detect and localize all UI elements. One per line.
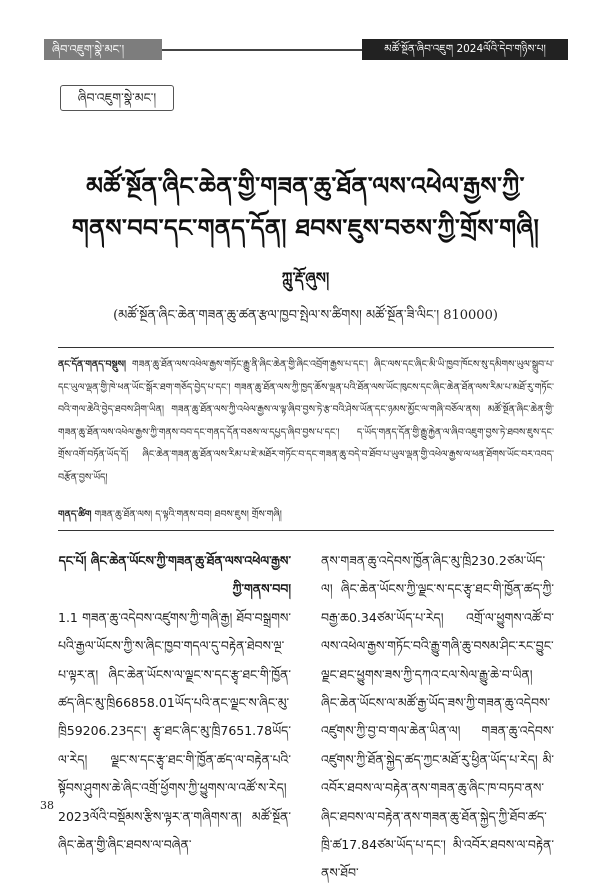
article-title-line-1: མཚོ་སྔོན་ཞིང་ཆེན་གྱི་གཟན་ཆུ་ཐོན་ལས་འཕེལ་རྒྱས་ཀྱི་ <box>86 171 525 200</box>
abstract-text: གཟན་ཆུ་ཐོན་ལས་འཕེལ་རྒྱས་གཏོང་རྒྱུ་ནི་ཞིང་ཆེན་གྱི་ཞིང་འབྲོག་རྒྱས་པ་དང་། ཞིང་ལས་དང་ཞིང་མི་ཡི་ཁྱབ་ཁོངས་སུ་དམིགས་ཡུལ་སྒྲུབ་པ་དང་ཡུལ་ལྡན་གྱི་ཁེ་ཕན་ཡོང་སྒོར་ཐག་གཅོད་བྱེད་པ་དང་། གཟན་ཆུ་ཐོན་ལས་ཀྱི་ཁྱད་ཆོས་ལྡན་པའི་ཐོན་ལས་ཡོང་ཁུངས་དང་ཞིང་ཆེན་ཐོན་ལས་རིམ་པ་མཐོ་རུ་གཏོང་བའི་གལ་ཆེའི་བྱེད་ཐབས་ཤིག་ཡིན། གཟན་ཆུ་ཐོན་ལས་ཀྱི་འཕེལ་རྒྱས་ལ་ལྟ་ཞིབ་བྱས་ཏེ་རྩ་བའི་ཤེས་ཡོན་དང་ཉམས་མྱོང་ལ་གཞི་བཅོལ་ནས། མཚོ་སྔོན་ཞིང་ཆེན་གྱི་གཟན་ཆུ་ཐོན་ལས་འཕེལ་རྒྱས་ཀྱི་གནས་བབ་དང་གནད་དོན་བཅས་ལ་དཔྱད་ཞིབ་བྱས་པ་དང་། ད་ཡོད་གནད་དོན་གྱི་རྒྱུ་རྐྱེན་ལ་ཞིབ་འཇུག་བྱས་ཏེ་ཐབས་ཇུས་དང་གྲོས་འགོ་བཏོན་ཡོད་དོ། ཞིང་ཆེན་གཟན་ཆུ་ཐོན་ལས་རིམ་པ་ཇེ་མཐོར་གཏོང་བ་དང་གཟན་ཆུ་བདེ་བ་ཐོབ་པ་ཡུལ་ལྡན་གྱི་འཕེལ་རྒྱས་ལ་ཕན་ཐོགས་ཡོང་བར་འབད་བརྩོན་བྱས་ཡོད། <box>58 359 554 483</box>
page-number: 38 <box>40 799 54 812</box>
abstract-bottom-rule <box>58 530 554 531</box>
article-title-line-2: གནས་བབ་དང་གནད་དོན། ཐབས་ཇུས་བཅས་ཀྱི་གྲོས་གཞི། <box>71 213 540 242</box>
body-paragraph-left: 1.1 གཟན་ཆུ་འདེབས་འཛུགས་ཀྱི་གཞི་རྒྱ། ཐོབ་བསྒྲགས་པའི་རྒྱལ་ཡོངས་ཀྱི་ས་ཞིང་ཁྱབ་གདལ་དུ་བརྟེན་ཐེབས་ལྔ་པ་ལྟར་ན། ཞིང་ཆེན་ཡོངས་ལ་ལྗང་ས་དང་རྩྭ་ཐང་གི་ཁྱོན་ཚད་ཞིང་མུ་ཁྲི66858.01ཡོད་པའི་ནང་ལྗང་ས་ཞིང་མུ་ཁྲི59206.23དང་། རྩྭ་ཐང་ཞིང་མུ་ཁྲི7651.78ཡོད་ལ་རེད། ལྗང་ས་དང་རྩྭ་ཐང་གི་ཁྱོན་ཚད་ལ་བརྟེན་པའི་སྟོབས་ཤུགས་ཆེ་ཞིང་འགྲོ་ཕྱོགས་ཀྱི་ཕྱུགས་ལ་འཚོ་ས་རེད། 2023ལོའི་བསྡོམས་རྩིས་ལྟར་ན་གཞིགས་ན། མཚོ་སྔོན་ཞིང་ཆེན་གྱི་ཞིང་ཐབས་ལ་བཞེན་ <box>58 609 291 853</box>
body-column-right: ནས་གཟན་ཆུ་འདེབས་ཁྱོན་ཞིང་མུ་ཁྲི230.2ཙམ་ཡོད་ལ། ཞིང་ཆེན་ཡོངས་ཀྱི་ལྗང་ས་དང་རྩྭ་ཐང་གི་ཁྱོན་ཚད་ཀྱི་བརྒྱ་ཆ0.34ཙམ་ཡོད་པ་རེད། འགྲོ་ལ་ཕྱུགས་འཚོ་བ་ལས་འཕེལ་རྒྱས་གཏོང་བའི་རྒྱུ་གཞི་ཆུ་བསམ་ཤིང་རང་བྱུང་ལྗང་ཐང་ཕྱུགས་ཟས་ཀྱི་དཀའ་ངལ་སེལ་རྒྱུ་ཆེ་བ་ཡིན། ཞིང་ཆེན་ཡོངས་ལ་མཚོ་རྒྱ་ཡོད་ཟས་ཀྱི་གཟན་ཆུ་འདེབས་འཛུགས་ཀྱི་བྱ་བ་གལ་ཆེན་ཡིན་ལ། གཟན་ཆུ་འདེབས་འཛུགས་ཀྱི་ཐོན་སྐྱེད་ཚད་ཀྱང་མཐོ་རུ་ཕྱིན་ཡོད་པ་རེད། མི་འབོར་ཐབས་ལ་བརྟེན་ནས་གཟན་ཆུ་ཞིང་ཁ་བཏབ་ནས་ཞིང་ཐབས་ལ་བརྟེན་ནས་གཟན་ཆུ་ཐོན་སྐྱེད་ཀྱི་ཐོབ་ཚད་ཁྲི་ཚ17.84ཙམ་ཡོད་པ་དང་། མི་འབོར་ཐབས་ལ་བརྟེན་ནས་ཐོབ་ <box>321 553 554 881</box>
keywords-block <box>58 505 554 525</box>
author-name: ཀླུ་རྡོ་ཞུས། <box>281 269 330 287</box>
header-divider <box>162 49 362 51</box>
header-journal-issue: མཚོ་སྔོན་ཞིབ་འཇུག 2024ལོའི་དེབ་གཉིས་པ། <box>362 39 568 60</box>
keywords-label: གནད་ཚིག <box>58 509 92 520</box>
author-affiliation: (མཚོ་སྔོན་ཞིང་ཆེན་གཟན་ཆུ་ཚན་རྩལ་ཁྱབ་སྤེལ་ས་ཚིགས། མཚོ་སྔོན་ཟི་ལིང་། 810000) <box>113 308 498 323</box>
header-column-name: ཞིབ་འཇུག་སྣེ་མང་། <box>44 39 162 60</box>
body-column-left <box>58 547 291 859</box>
column-label-box: ཞིབ་འཇུག་སྣེ་མང་། <box>60 85 174 111</box>
keywords-text: གཟན་ཆུ་ཐོན་ལས། ད་ལྟའི་གནས་བབ། ཐབས་ཇུས། གྲོས་གཞི། <box>94 509 282 520</box>
section-heading: དང་པོ། ཞིང་ཆེན་ཡོངས་ཀྱི་གཟན་ཆུ་ཐོན་ལས་འཕེལ་རྒྱས་ཀྱི་གནས་བབ། <box>58 553 291 597</box>
abstract-block <box>58 354 554 490</box>
abstract-top-rule <box>58 347 554 348</box>
abstract-label: ནང་དོན་གནད་བསྡུས། <box>58 359 126 370</box>
